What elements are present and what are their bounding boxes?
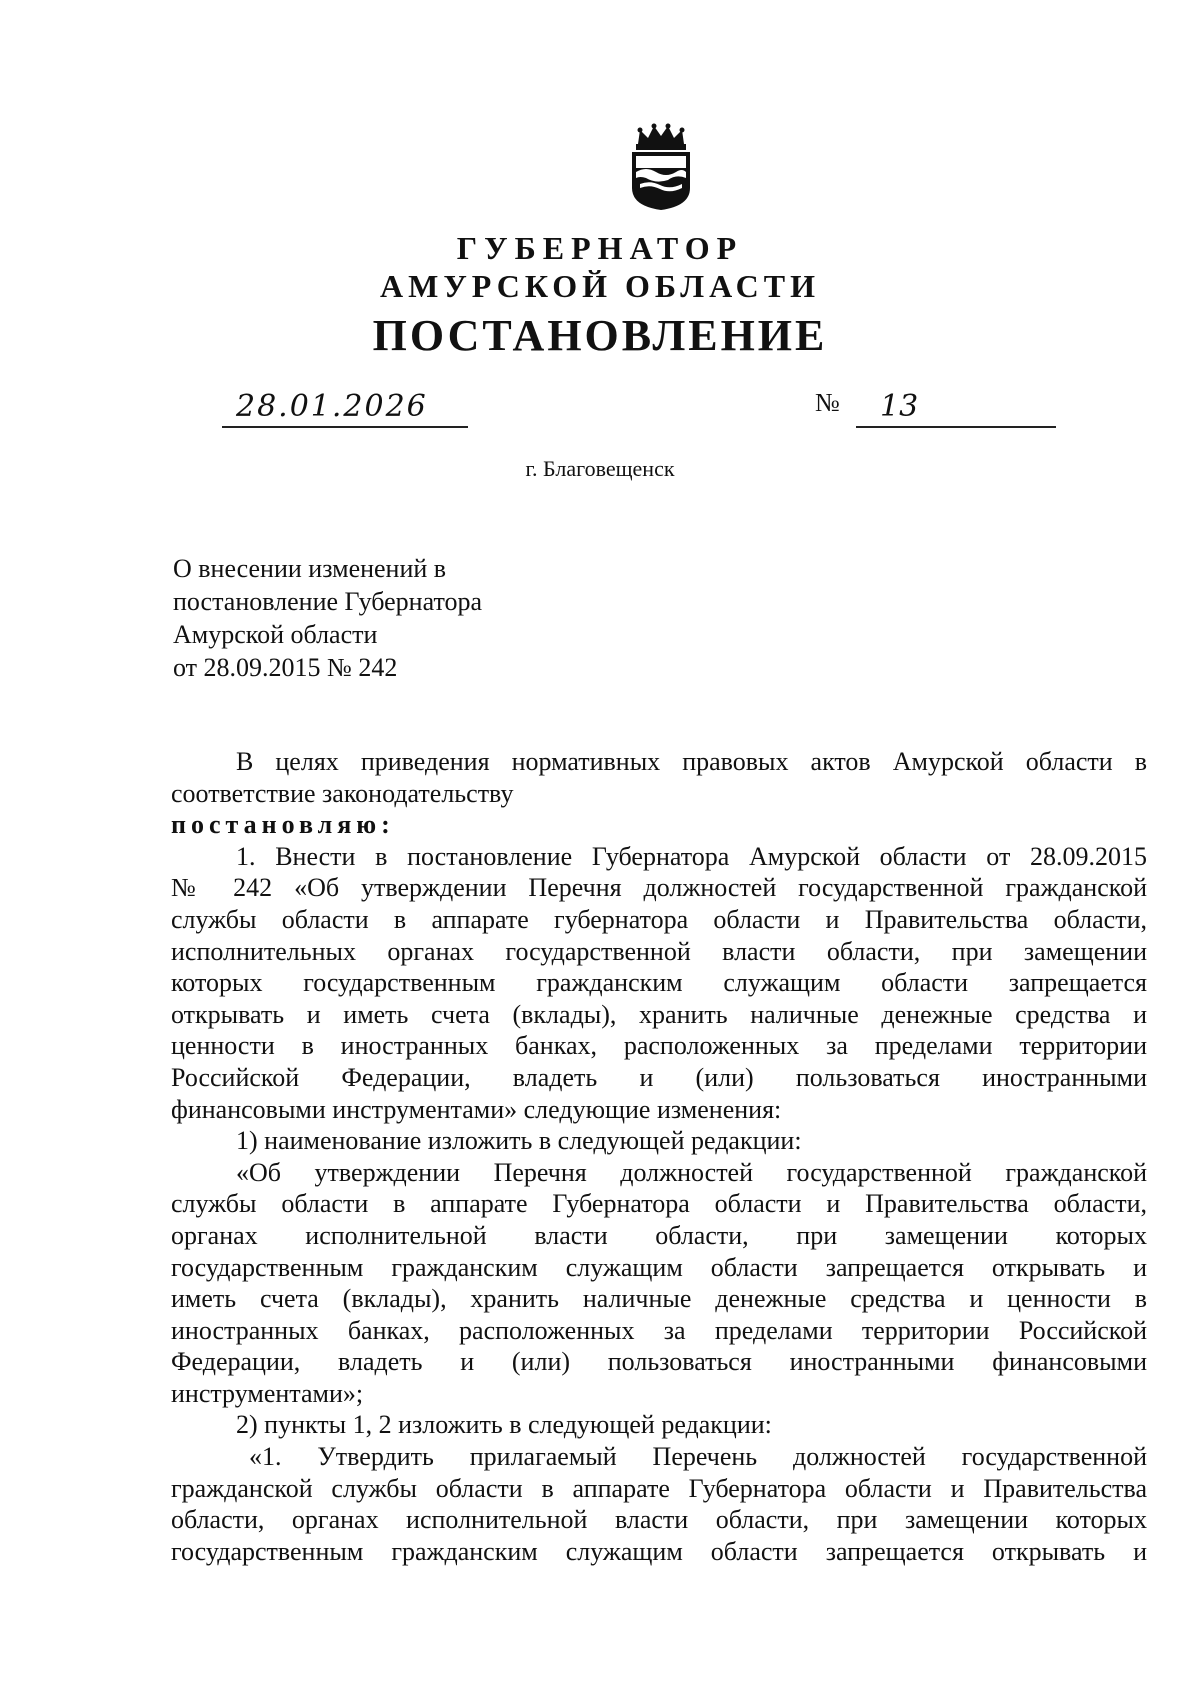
city-line: г. Благовещенск — [525, 456, 675, 481]
decree-word: постановляю: — [171, 810, 395, 840]
body-line: открывать и иметь счета (вклады), хранить наличные денежные средства и — [171, 999, 1147, 1029]
body-line: ценности в иностранных банках, расположенных за пределами территории — [171, 1031, 1147, 1061]
body-line: 2) пункты 1, 2 изложить в следующей редакции: — [236, 1410, 772, 1440]
body-line: инструментами»; — [171, 1378, 364, 1408]
body-line: В целях приведения нормативных правовых актов Амурской области в — [236, 747, 1147, 776]
handwritten-date: 28.01.2026 — [236, 389, 428, 424]
body-line: иностранных банках, расположенных за пределами территории Российской — [171, 1315, 1147, 1345]
handwritten-number: 13 — [880, 389, 919, 424]
body-line: Федерации, владеть и (или) пользоваться иностранными финансовыми — [171, 1347, 1147, 1377]
body-text — [171, 746, 1147, 1567]
body-line: № 242 «Об утверждении Перечня должностей государственной гражданской — [171, 873, 1147, 903]
body-line: 1) наименование изложить в следующей редакции: — [236, 1126, 802, 1156]
header-governor: ГУБЕРНАТОР — [456, 230, 744, 266]
body-line: которых государственным гражданским служащим области запрещается — [171, 968, 1147, 998]
document-type-title: ПОСТАНОВЛЕНИЕ — [372, 311, 828, 360]
body-line: государственным гражданским служащим области запрещается открывать и — [171, 1252, 1147, 1282]
body-line: иметь счета (вклады), хранить наличные денежные средства и ценности в — [171, 1284, 1147, 1314]
number-label: № — [815, 388, 840, 417]
body-line: органах исполнительной власти области, при замещении которых — [171, 1220, 1147, 1250]
subject-line: О внесении изменений в — [173, 554, 447, 583]
body-line: соответствие законодательству — [171, 778, 514, 808]
body-line: «Об утверждении Перечня должностей государственной гражданской — [236, 1157, 1147, 1187]
body-line: области, органах исполнительной власти области, при замещении которых — [171, 1505, 1147, 1535]
number-field — [856, 388, 1056, 428]
subject-line: от 28.09.2015 № 242 — [173, 653, 398, 682]
subject-block — [173, 552, 482, 684]
body-line: гражданской службы области в аппарате Губернатора области и Правительства — [171, 1473, 1147, 1503]
body-line: службы области в аппарате Губернатора области и Правительства области, — [171, 1189, 1147, 1219]
body-line: службы области в аппарате губернатора области и Правительства области, — [171, 904, 1147, 934]
subject-line: постановление Губернатора — [173, 587, 483, 616]
body-line: исполнительных органах государственной власти области, при замещении — [171, 936, 1147, 966]
header-region: АМУРСКОЙ ОБЛАСТИ — [380, 268, 820, 304]
subject-line: Амурской области — [173, 620, 378, 649]
body-line: 1. Внести в постановление Губернатора Амурской области от 28.09.2015 — [236, 841, 1147, 871]
body-line: Российской Федерации, владеть и (или) пользоваться иностранными — [171, 1062, 1147, 1092]
body-line: государственным гражданским служащим области запрещается открывать и — [171, 1536, 1147, 1566]
body-line: финансовыми инструментами» следующие изменения: — [171, 1094, 782, 1124]
body-line: «1. Утвердить прилагаемый Перечень должностей государственной — [249, 1442, 1147, 1472]
date-field — [222, 388, 468, 428]
coat-of-arms-icon — [626, 122, 696, 212]
